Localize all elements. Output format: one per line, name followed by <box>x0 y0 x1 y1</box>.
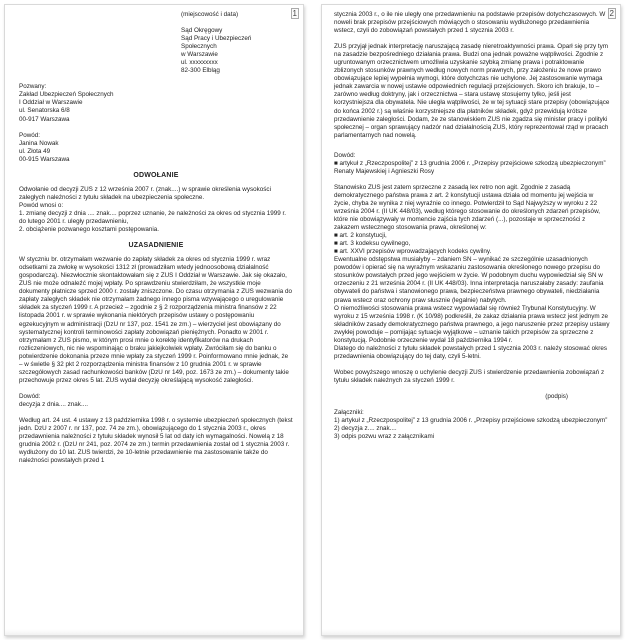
court-line: w Warszawie <box>181 51 218 59</box>
page-number-badge: 1 <box>292 9 297 18</box>
justification-paragraph: W styczniu br. otrzymałam wezwanie do zapłaty składek za okres od stycznia 1999 r. wraz odsetkami za zwłokę w wysokości 1312 zł (prowadziłam wtedy jednoosobową działalność gospodarczą). Niezwłocznie skontaktowałam się z ZUS I Oddział w Warszawie. Jak się okazało, ZUS nie może odnaleźć mojej wpłaty. Po sprawdzeniu stwierdziłam, że wszystkie moje dokumenty płatnicze sprzed 2000 r. zostały zniszczone. Do czasu otrzymania z ZUS wezwania do zapłaty zaległych składek nie otrzymałam żadnego innego pisma wzywającego o uregulowanie składek za styczeń 1999 r. A przecież – zgodnie z § 2 rozporządzenia ministra finansów z 22 listopada 2001 r. w sprawie wykonania niektórych przepisów ustawy o postępowaniu egzekucyjnym w administracji (DzU nr 137, poz. 1541 ze zm.) – wierzyciel jest obowiązany do systematycznej kontroli terminowości zapłaty zobowiązań pieniężnych. Ponadto w 2001 r. otrzymałam z ZUS pismo, w którym prosi mnie o korektę identyfikatorów na drukach rozliczeniowych, nic nie wspominając o braku jakiejkolwiek wpłaty. Zwróciłam się do banku o potwierdzenie dokonania przeze mnie wpłaty za styczeń 1999 r. Poinformowano mnie jednak, że – w świetle § 32 pkt 2 rozporządzenia ministra finansów z 10 grudnia 2001 r. w sprawie szczegółowych zasad rachunkowości banków (DzU nr 149, poz. 1673 ze zm.) – dokumenty takie przechowuje przez okres 5 lat. ZUS wydał decyzję określającą wysokość zaległości. <box>19 256 292 384</box>
attachment-line: 3) odpis pozwu wraz z załącznikami <box>334 433 435 441</box>
signature-placeholder: (podpis) <box>545 392 568 400</box>
defendant-block <box>19 83 293 123</box>
paragraph: stycznia 2003 r., o ile nie uległy one przedawnieniu na podstawie przepisów dotychczasowych. W noweli brak przepisów przejściowych mówiących o stosowaniu wydłużonego przedawnienia wstecz, czyli do zobowiązań powstałych przed 1 stycznia 2003 r. <box>334 11 606 35</box>
plaintiff-line: Powód: <box>19 131 41 139</box>
court-line: 82-300 Elbląg <box>181 67 220 75</box>
plaintiff-line: ul. Złota 49 <box>19 147 51 155</box>
evidence-line: ■ artykuł z „Rzeczpospolitej” z 13 grudnia 2006 r. „Przepisy przejściowe szkodzą ubezpieczonym” Renaty Majewskiej i Agnieszki Rosy <box>334 159 606 175</box>
evidence-line: Dowód: <box>19 392 41 400</box>
document-page-1 <box>4 4 304 636</box>
court-address <box>181 27 293 75</box>
plaintiff-line: Janina Nowak <box>19 139 59 147</box>
reference-item: ■ art. 3 kodeksu cywilnego, <box>334 240 411 248</box>
request-line: Powód wnosi o: <box>19 201 64 209</box>
reference-item: ■ art. 2 konstytucji, <box>334 232 387 240</box>
attachment-line: 1) artykuł z „Rzeczpospolitej” z 13 grudnia 2006 r. „Przepisy przejściowe szkodzą ubezpieczonym” <box>334 417 608 425</box>
intro-paragraph: Odwołanie od decyzji ZUS z 12 września 2007 r. (znak....) w sprawie określenia wysokości zaległych należności z tytułu składek na ubezpieczenia społeczne. <box>19 185 271 201</box>
request-line: 2. obciążenie pozwanego kosztami postępowania. <box>19 226 160 234</box>
court-line: Sąd Okręgowy <box>181 27 223 35</box>
defendant-line: ul. Senatorska 6/8 <box>19 107 70 115</box>
defendant-line: 00-917 Warszawa <box>19 115 70 123</box>
request-line: 1. zmianę decyzji z dnia .... znak.... poprzez uznanie, że należności za okres od stycznia 1999 r. do lutego 2001 r. uległy przedawnieniu, <box>19 209 287 225</box>
paragraph: Wobec powyższego wnoszę o uchylenie decyzji ZUS i stwierdzenie przedawnienia zobowiązań z tytułu składek należnych za styczeń 1999 r. <box>334 368 605 384</box>
page-bottom-edge <box>5 629 303 635</box>
paragraph: Stanowisko ZUS jest zatem sprzeczne z zasadą lex retro non agit. Zgodnie z zasadą demokratycznego państwa prawa z art. 2 konstytucji ustawa działa od momentu jej wejścia w życie, chyba że wynika z niej wyraźnie co innego. Potwierdził to Sąd Najwyższy w wyroku z 22 września 2004 r. (II UK 448/03), według którego stosowanie do określonych zdarzeń przepisów, które nie obowiązywały w momencie zajścia tych zdarzeń (...), pozostaje w sprzeczności z zakazem wstecznego stosowania prawa, określonej w: <box>334 183 601 232</box>
court-line: Sąd Pracy i Ubezpieczeń <box>181 35 252 43</box>
paragraph: Ewentualne odstępstwa musiałyby – zdaniem SN – wynikać ze szczególnie uzasadnionych powodów i opierać się na wyraźnym wskazaniu zastosowania określonego nowego przepisu do stosunków powstałych przed jego wejściem w życie. W podobnym duchu wypowiedział się SN w orzeczeniu z 21 września 2004 r. (II UK 448/03). Inna interpretacja naruszałaby zasady: zaufania obywateli do państwa i stanowionego prawa, bezpieczeństwa prawnego obywateli, niedziałania prawa wstecz oraz ochrony praw słusznie (legalnie) nabytych. <box>334 256 604 304</box>
paragraph: O niemożliwości stosowania prawa wstecz wypowiadał się również Trybunał Konstytucyjny. W wyroku z 15 września 1998 r. (K 10/98) podkreślił, że zakaz działania prawa wstecz jest jednym ze składników zasady demokratycznego państwa prawnego, a jego naruszenie przez przepisy ustawy zwykłej powoduje – pomijając sytuacje wyjątkowe – uznanie takich przepisów za sprzeczne z konstytucją. Podobnie orzeczenie wydał 18 października 1994 r. <box>334 304 610 344</box>
justification-title: UZASADNIENIE <box>128 242 184 250</box>
evidence-line: decyzja z dnia.... znak.... <box>19 400 88 408</box>
attachment-line: Załączniki: <box>334 409 364 417</box>
document-title: ODWOŁANIE <box>133 171 179 179</box>
paragraph: Dlatego do należności z tytułu składek powstałych przed 1 stycznia 2003 r. należy stosować okres przedawnienia obowiązujący do tej daty, czyli 5-letni. <box>334 344 608 360</box>
place-and-date <box>181 11 293 19</box>
place-date-placeholder: (miejscowość i data) <box>181 11 239 18</box>
court-line: ul. xxxxxxxxx <box>181 59 218 67</box>
page-number-badge: 2 <box>609 9 614 18</box>
plaintiff-block <box>19 132 293 164</box>
court-line: Społecznych <box>181 43 217 51</box>
attachment-line: 2) decyzja z.... znak.... <box>334 425 397 433</box>
legal-paragraph: Według art. 24 ust. 4 ustawy z 13 października 1998 r. o systemie ubezpieczeń społecznych (tekst jedn. DzU z 2007 r. nr 137, poz. 74 ze zm.), obowiązującego do 1 stycznia 2003 r., okres przedawnienia należności z tytułu składek wynosił 5 lat od daty ich wymagalności. Nowelą z 18 grudnia 2002 r. (DzU nr 241, poz. 2074 ze zm.) termin przedawnienia został od 1 stycznia 2003 r. wydłużony do 10 lat. ZUS twierdzi, że 10-letnie przedawnienie ma zastosowanie także do należności powstałych przed 1 <box>19 416 293 465</box>
evidence-line: Dowód: <box>334 151 356 159</box>
paragraph: ZUS przyjął jednak interpretację naruszającą zasadę nieretroaktywności prawa. Oparł się przy tym na zasadzie bezpośredniego działania prawa. Budzi ona jednak poważne wątpliwości. Zgodnie z ugruntowanym orzecznictwem umożliwia uzyskanie szybką zmianę prawa i potraktowanie zblizonych stosunków prawnych według nowych norm prawnych, przy założeniu że nowe prawo obowiązujące lepiej wypełnia wymogi, które dotychczas nie uchylone. Jej zastosowanie wymaga jednak zawarcia w nowej ustawie odpowiednich regulacji przejściowych. Skoro ich brakuje, to – zarówno według doktryny, jak i orzecznictwa – stara ustawę stosujemy tylko, jeśli jest korzystniejsza dla obywatela. Nie uległa wątpliwości, że w tej sytuacji stare przepisy (obowiązujące do końca 2002 r.) są właśnie korzystniejsze dla płatników składek, gdyż przewidują krótsze przedawnienie zaległości. Dodam, że ze stanowiskiem ZUS nie zgadza się minister pracy i polityki społecznej – organ sprawujący nadzór nad działalnością ZUS, który reprezentował rząd w pracach parlamentarnych nad nowelą. <box>334 43 610 139</box>
reference-item: ■ art. XXVI przepisów wprowadzających kodeks cywilny. <box>334 248 492 256</box>
plaintiff-line: 00-915 Warszawa <box>19 155 70 163</box>
document-page-2 <box>321 4 621 636</box>
defendant-line: Zakład Ubezpieczeń Społecznych <box>19 91 114 99</box>
defendant-line: I Oddział w Warszawie <box>19 99 83 107</box>
page-bottom-edge <box>322 629 620 635</box>
defendant-line: Pozwany: <box>19 83 47 91</box>
